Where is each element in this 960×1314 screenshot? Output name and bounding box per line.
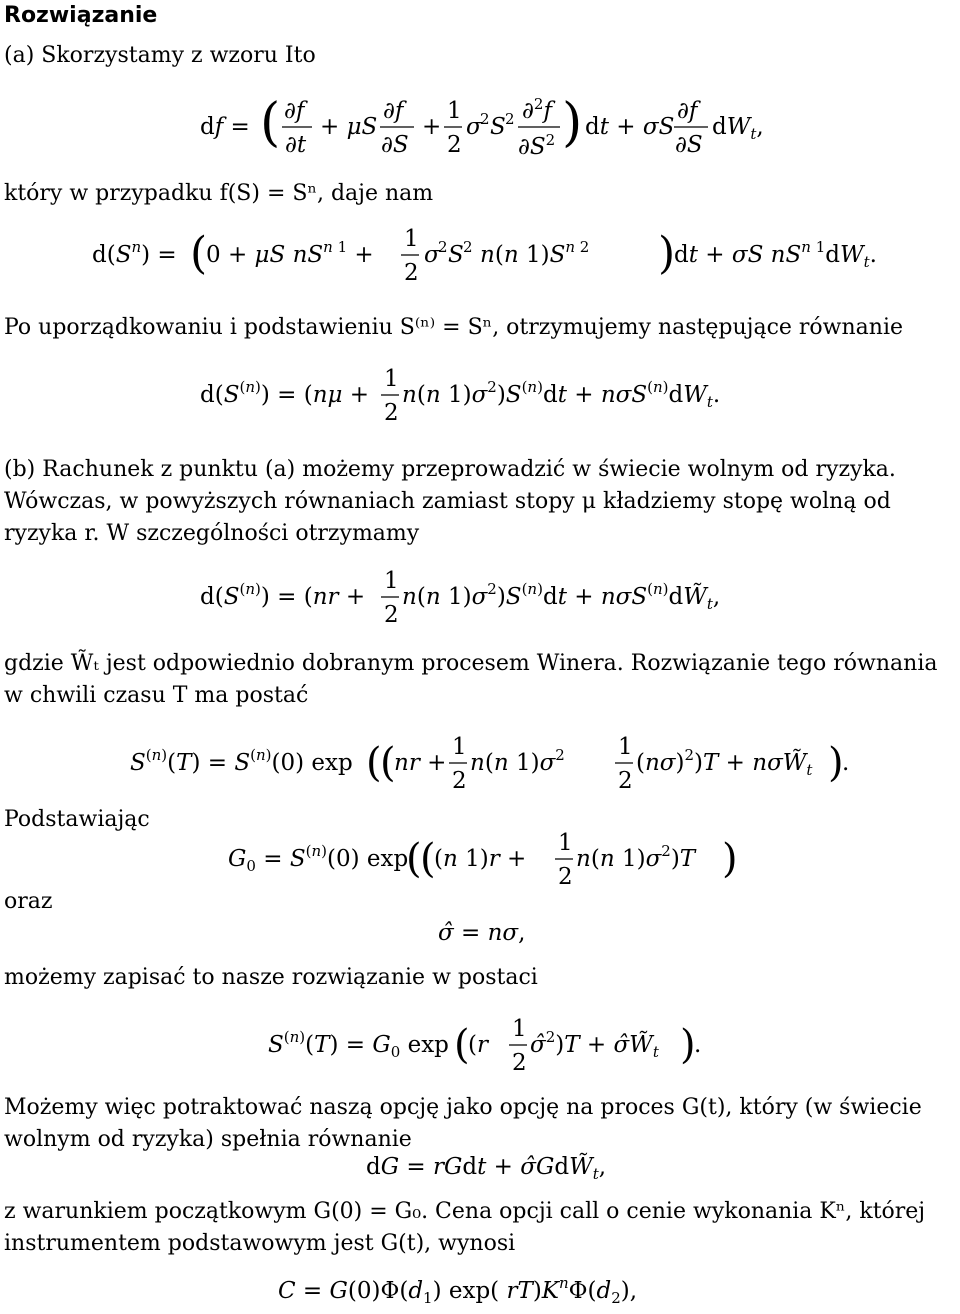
svg-text:∂S: ∂S [675, 132, 703, 158]
svg-text:d(S(n)) = (nμ +: $d(S^{(n)}) = (n\mu$ + [200, 378, 370, 408]
svg-text:n(n 1)σ2: n(n $1)\sigma^2$ [470, 746, 565, 776]
svg-text:): ) [722, 836, 738, 882]
svg-text:2: 2 [452, 768, 467, 794]
svg-text:n(n 1)σ2)S(n)dt + nσS(n)dW̃t: n(n $1)\sigma^2)S^{(n)}dt$ + $n\sigma S^{(n)}dW̃_t$, [402, 580, 721, 613]
svg-text:S: S [490, 114, 506, 140]
svg-text:): ) [828, 740, 844, 786]
svg-text:S: S [448, 242, 464, 268]
equation-call [278, 1276, 698, 1314]
svg-text:∂S: ∂S [381, 132, 409, 158]
text-initial: z warunkiem początkowym G(0) = G₀. Cena opcji call o cenie wykonania Kⁿ, której instrumentem podstawowym jest G(t), wynosi [4, 1199, 926, 1256]
svg-text:C = G(0)Φ(d1) exp( rT)KnΦ(: $C = G(0)\Phi(d_1)$ exp( $rT)K^n\Phi(d_2)$, [278, 1274, 638, 1307]
svg-text:.: . [842, 750, 850, 776]
svg-text:.: . [694, 1032, 702, 1058]
svg-text:1: 1 [512, 1016, 527, 1042]
svg-text:): ) [680, 1022, 696, 1068]
svg-text:2: 2 [512, 1050, 527, 1076]
svg-text:2: 2 [505, 110, 515, 128]
svg-text:2: 2 [463, 238, 473, 256]
section-heading: Rozwiązanie [4, 3, 158, 28]
equation-solution [130, 732, 850, 804]
equation-power [92, 224, 877, 296]
svg-text:2: 2 [438, 238, 448, 256]
svg-text:dt + σS: dt + σS [585, 114, 675, 140]
label-and: oraz [4, 889, 53, 914]
svg-text:1: 1 [384, 568, 399, 594]
text-option: Możemy więc potraktować naszą opcję jako opcję na proces G(t), który (w świecie wolnym od ryzyka) spełnia równanie [4, 1095, 922, 1152]
svg-text:dG = rGdt + σ̂GdW̃t,: dG = rGdt + $\sigmâGdW̃_t$, [366, 1154, 607, 1183]
svg-text:0 + μS nSn 1 +: 0 + μS $nS^n$ 1 + [206, 238, 374, 268]
svg-text:(: ( [420, 836, 436, 882]
svg-text:(n 1)r +: (n 1)r + [434, 846, 527, 872]
svg-text:(: ( [454, 1022, 470, 1068]
svg-text:2: 2 [384, 602, 399, 628]
svg-text:(: ( [366, 740, 382, 786]
text-wiener: gdzie W̃ₜ jest odpowiednio dobranym procesem Winera. Rozwiązanie tego równania w chwili czasu T ma postać [4, 651, 938, 708]
svg-text:(r: (r [468, 1032, 488, 1058]
svg-text:+: + [422, 114, 442, 140]
svg-text:1: 1 [404, 226, 419, 252]
svg-text:2: 2 [558, 864, 573, 890]
label-substituting: Podstawiając [4, 807, 150, 832]
svg-text:2: 2 [618, 768, 633, 794]
svg-text:∂2f: ∂$^2$f [522, 95, 552, 124]
svg-text:+ μS: + μS [320, 114, 378, 140]
svg-text:S(n)(T) = S(n)(0) exp: $S^{(n)}(T) = S^{(n)}(0)$ exp [130, 746, 353, 776]
svg-text:): ) [658, 228, 676, 279]
svg-text:1: 1 [384, 366, 399, 392]
equation-sde-risk-neutral [200, 566, 780, 638]
text-case: który w przypadku f(S) = Sⁿ, daje nam [4, 181, 434, 206]
svg-text:1: 1 [447, 98, 462, 124]
text-write: możemy zapisać to nasze rozwiązanie w postaci [4, 965, 538, 990]
svg-text:n(n 1)σ2)T: n(n $1)\sigma^2)T$ [576, 842, 696, 872]
svg-text:dWt,: $dW_t$, [712, 114, 764, 143]
svg-text:σ: σ [424, 242, 440, 268]
svg-text:1: 1 [618, 734, 633, 760]
equation-sigma-hat: σ̂ = nσ, [438, 920, 526, 946]
svg-text:σ̂2)T + σ̂W̃t: σ̂$^2$)T + $\sigmâW̃_t$ [530, 1028, 659, 1061]
svg-text:d(S(n)) = (nr +: $d(S^{(n)}) = (nr$ + [200, 580, 366, 610]
svg-text:(nσ)2)T + nσW̃t: $(n\sigma)^2)T$ + $n\sigma W̃_t$ [636, 746, 813, 779]
svg-text:d(Sn) =: $d(S^n)$ = [92, 238, 177, 268]
svg-text:(: ( [406, 836, 422, 882]
equation-ito [200, 92, 764, 170]
part-a-intro: (a) Skorzystamy z wzoru Ito [4, 43, 316, 68]
svg-text:dt + σS nSn 1dWt.: dt + σS $nS^n$ $1dW_t$. [674, 238, 877, 271]
svg-text:σ: σ [466, 114, 482, 140]
svg-text:G0 = S(n)(0) exp: $G_0 = S^{(n)}(0)$ exp [228, 842, 409, 875]
svg-text:1: 1 [452, 734, 467, 760]
svg-text:n(n 1)σ2)S(n)dt + nσS(n)dWt.: n(n $1)\sigma^2)S^{(n)}dt + n\sigma S^{(n)}dW_t$. [402, 378, 721, 411]
svg-text:2: 2 [404, 260, 419, 286]
svg-text:2: 2 [384, 400, 399, 426]
svg-text:(: ( [260, 93, 281, 153]
svg-text:(: ( [380, 740, 396, 786]
svg-text:(: ( [190, 228, 208, 279]
svg-text:∂f: ∂f [383, 98, 404, 124]
svg-text:∂f: ∂f [677, 98, 698, 124]
svg-text:1: 1 [558, 830, 573, 856]
equation-dg [366, 1150, 626, 1194]
svg-text:∂S2: $\partial S^2$ [518, 131, 556, 160]
equation-sde [200, 364, 760, 436]
svg-text:2: 2 [447, 132, 462, 158]
svg-text:): ) [562, 93, 583, 153]
svg-text:df =: df = [200, 114, 250, 140]
svg-text:2: 2 [480, 110, 490, 128]
svg-text:S(n)(T) = G0 exp: $S^{(n)}(T) = G_0$ exp [268, 1028, 449, 1061]
part-b-paragraph: (b) Rachunek z punktu (a) możemy przeprowadzić w świecie wolnym od ryzyka. Wówczas, w powyższych równaniach zamiast stopy μ kładziemy stopę wolną od ryzyka r. W szczególności otrzymamy [4, 457, 896, 546]
equation-solution-g [268, 1014, 728, 1086]
svg-text:nr +: nr + [394, 750, 447, 776]
svg-text:n(n 1)Sn 2: n(n $1)S^n$ 2 [480, 238, 590, 268]
svg-text:∂f: ∂f [284, 98, 305, 124]
text-reorder: Po uporządkowaniu i podstawieniu S⁽ⁿ⁾ = Sⁿ, otrzymujemy następujące równanie [4, 315, 904, 340]
svg-text:∂t: ∂t [285, 132, 307, 158]
